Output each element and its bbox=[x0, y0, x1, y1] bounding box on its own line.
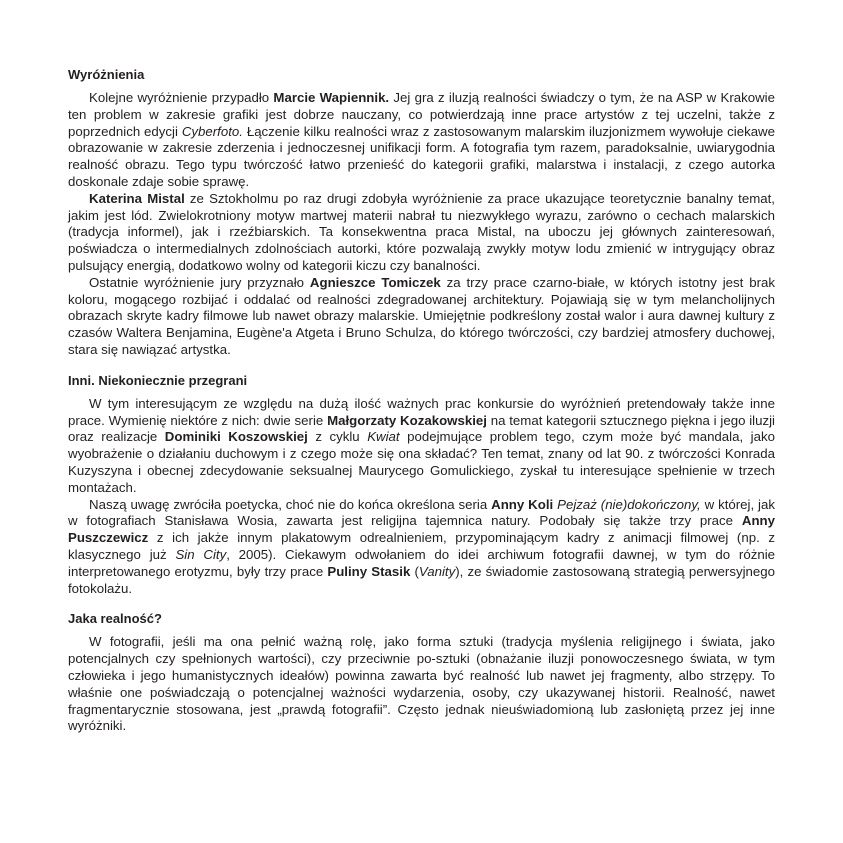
text-run: w której, jak w fotografiach Stanisława Wosia, zawarta jest religijna tajemnica natury. Podobały się także trzy prace bbox=[68, 496, 775, 529]
paragraph bbox=[68, 497, 775, 598]
emphasized-name: Małgorzaty Kozakowskiej bbox=[327, 412, 487, 428]
text-run: ( bbox=[410, 563, 419, 579]
paragraph bbox=[68, 396, 775, 497]
text-run: z ich jakże innym plakatowym odrealnieniem, przypominającym kadry z animacji filmowej (np. z klasycznego już bbox=[68, 530, 775, 562]
text-run: podejmujące problem tego, czym może być mandala, jako wyobrażenie o działaniu duchowym i z czego może się ona składać? Ten temat, znany od lat 90. z twórczości Konrada Kuzyszyna i obecnej zdecydowanie seksualnej Maurycego Gomulickiego, zyskał tu interesujące spełnienie w trzech montażach. bbox=[68, 429, 775, 495]
text-run: Kolejne wyróżnienie przypadło bbox=[89, 90, 274, 105]
text-run: W tym interesującym ze względu na dużą ilość ważnych prac konkursie do wyróżnień pretendowały także inne prace. Wymienię niektóre z nich: dwie serie bbox=[68, 395, 775, 428]
section-heading: Wyróżnienia bbox=[68, 67, 145, 82]
emphasized-name: Agnieszce Tomiczek bbox=[309, 274, 441, 290]
section-heading: Inni. Niekoniecznie przegrani bbox=[68, 372, 248, 388]
section-heading: Jaka realność? bbox=[68, 611, 162, 627]
italic-title: Pejzaż (nie)dokończony, bbox=[557, 496, 701, 512]
paragraph bbox=[68, 191, 775, 275]
text-run: ), ze świadomie zastosowaną strategią perwersyjnego fotokolażu. bbox=[68, 563, 775, 596]
text-run: Ostatnie wyróżnienie jury przyznało bbox=[89, 274, 310, 290]
text-run: za trzy prace czarno-białe, w których istotny jest brak koloru, mogącego rozbijać i oddalać od realności zdegradowanej architektury. Pojawiają się w tym melancholijnych obrazach skryte kadry filmowe lub nawet obrazy malarskie. Umiejętnie podkreślony został walor i aura dawnej kultury z czasów Waltera Benjamina, Eugène'a Atgeta i Bruno Schulza, do którego twórczości, czy bardziej atmosfery duchowej, stara się nawiązać artystka. bbox=[68, 274, 775, 357]
emphasized-name: Anny Koli bbox=[491, 496, 554, 512]
text-run: na temat kategorii sztucznego piękna i jego iluzji oraz realizacje bbox=[68, 412, 775, 445]
article-column bbox=[68, 66, 775, 748]
italic-title: Cyberfoto. bbox=[181, 123, 243, 139]
section bbox=[68, 372, 775, 598]
section bbox=[68, 66, 775, 359]
emphasized-name: Katerina Mistal bbox=[89, 190, 185, 206]
text-run: Łączenie kilku realności wraz z zastosowanym malarskim iluzjonizmem wywołuje ciekawe obrazowanie w zakresie zderzenia i jednoczesnej unifikacji form. A fotografia tym razem, paradoksalnie, uwiarygodnia realność obrazu. Tego typu twórczość łatwo przenieść do kategorii grafiki, malarstwa i instalacji, z czego autorka doskonale zdaje sobie sprawę. bbox=[68, 123, 775, 189]
text-run: ze Sztokholmu po raz drugi zdobyła wyróżnienie za prace ukazujące teoretycznie banalny temat, jakim jest lód. Zwielokrotniony motyw martwej materii nabrał tu niezwykłego wyrazu, zarówno o cechach malarskich (tradycja informel), jak i rzeźbiarskich. Ta konsekwentna praca Mistal, na uboczu jej głównych zainteresowań, poświadcza o intermedialnych zdolnościach autorki, które pozwalają zwykły motyw lodu zmienić w intrygujący obraz pulsujący energią, dodatkowo wolny od kategorii kiczu czy banalności. bbox=[68, 190, 775, 273]
text-run: Naszą uwagę zwróciła poetycka, choć nie do końca określona seria bbox=[89, 496, 492, 512]
text-run: , 2005). Ciekawym odwołaniem do idei archiwum fotografii dawnej, w tym do różnie interpretowanego erotyzmu, były trzy prace bbox=[68, 546, 776, 579]
paragraph bbox=[68, 275, 775, 359]
emphasized-name: Marcie Wapiennik. bbox=[273, 90, 390, 105]
italic-title: Kwiat bbox=[367, 429, 400, 445]
text-run: z cyklu bbox=[307, 429, 368, 445]
paragraph bbox=[68, 634, 775, 735]
emphasized-name: Anny Puszczewicz bbox=[68, 513, 775, 546]
text-run: Jej gra z iluzją realności świadczy o tym, że na ASP w Krakowie ten problem w zakresie grafiki jest dobrze nauczany, co potwierdzają inne prace artystów z tej uczelni, także z poprzednich edycji bbox=[68, 90, 775, 139]
text-run: W fotografii, jeśli ma ona pełnić ważną rolę, jako forma sztuki (tradycja myślenia religijnego i świata, jako potencjalnych czy spełnionych wartości), czy przeciwnie po-sztuki (obnażanie iluzji ponowoczesnego świata, w tym człowieka i jego humanistycznych ideałów) powinna zawarta być realność lub nawet jej fragmenty, albo strzępy. To właśnie one poświadczają o potencjalnej ważności wydarzenia, osoby, czy ukazywanej historii. Realność, nawet fragmentarycznie stosowana, jest „prawdą fotografii”. Często jednak nieuświadomioną lub zasłoniętą przez jej inne wyróżniki. bbox=[68, 634, 775, 734]
paragraph bbox=[68, 90, 775, 191]
section bbox=[68, 610, 775, 735]
italic-title: Vanity bbox=[418, 563, 456, 579]
italic-title: Sin City bbox=[175, 546, 227, 562]
emphasized-name: Puliny Stasik bbox=[327, 563, 411, 579]
emphasized-name: Dominiki Koszowskiej bbox=[164, 429, 308, 445]
